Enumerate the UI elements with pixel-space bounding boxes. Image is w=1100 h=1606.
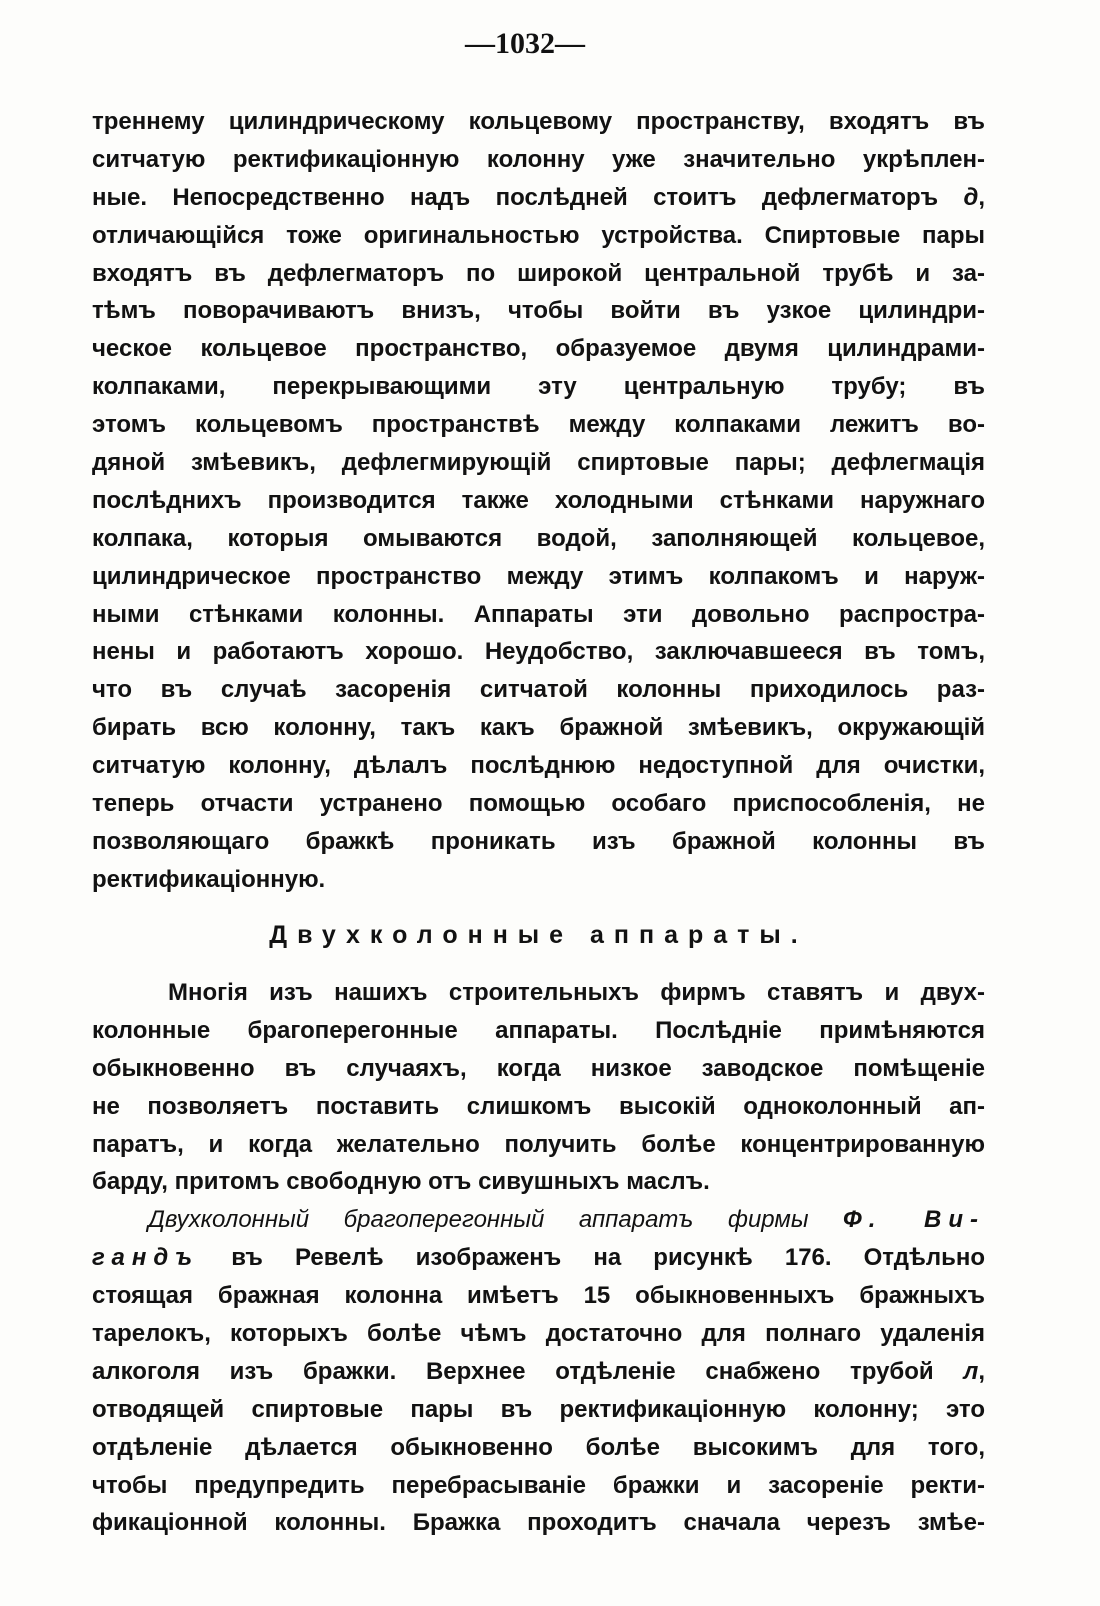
text-line: колонные брагоперегонные аппараты. Послѣдніе примѣняются — [92, 1016, 985, 1044]
italic-letter: л — [963, 1357, 979, 1385]
text-line: теперь отчасти устранено помощью особаго приспособленія, не — [92, 790, 985, 818]
italic-letter: д — [963, 183, 979, 211]
text-line: ными стѣнками колонны. Аппараты эти довольно распростра- — [92, 600, 985, 628]
section-body — [92, 974, 985, 1542]
text-line: ческое кольцевое пространство, образуемое двумя цилиндрами- — [92, 335, 985, 363]
text-line — [92, 1239, 985, 1277]
text-segment: , — [978, 183, 985, 211]
text-line: дяной змѣевикъ, дефлегмирующій спиртовые пары; дефлегмація — [92, 449, 985, 477]
text-line: отводящей спиртовые пары въ ректификаціонную колонну; это — [92, 1395, 985, 1423]
text-line: позволяющаго бражкѣ проникать изъ бражной колонны въ — [92, 827, 985, 855]
text-segment: въ Ревелѣ изображенъ на рисункѣ 176. Отдѣльно — [199, 1244, 985, 1272]
text-line: колпаками, перекрывающими эту центральную трубу; въ — [92, 373, 985, 401]
text-line: бирать всю колонну, такъ какъ бражной змѣевикъ, окружающій — [92, 714, 985, 742]
text-line — [92, 1353, 985, 1391]
text-line: послѣднихъ производится также холодными стѣнками наружнаго — [92, 486, 985, 514]
text-line: тарелокъ, которыхъ болѣе чѣмъ достаточно для полнаго удаленія — [92, 1320, 985, 1348]
text-segment: ные. Непосредственно надъ послѣдней стоитъ дефлегматоръ — [92, 183, 964, 211]
text-line: треннему цилиндрическому кольцевому пространству, входятъ въ — [92, 108, 985, 135]
text-line: этомъ кольцевомъ пространствѣ между колпаками лежитъ во- — [92, 411, 985, 439]
text-line: отличающійся тоже оригинальностью устройства. Спиртовые пары — [92, 221, 985, 249]
text-line: нены и работаютъ хорошо. Неудобство, заключавшееся въ томъ, — [92, 638, 985, 666]
text-line: паратъ, и когда желательно получить болѣе концентрированную — [92, 1130, 985, 1158]
text-line: фикаціонной колонны. Бражка проходитъ сначала черезъ змѣе- — [92, 1509, 985, 1537]
spaced-firm-name: Ф. Ви- — [843, 1206, 985, 1234]
text-line: стоящая бражная колонна имѣетъ 15 обыкновенныхъ бражныхъ — [92, 1282, 985, 1310]
text-segment: алкоголя изъ бражки. Верхнее отдѣленіе снабжено трубой — [92, 1357, 964, 1385]
section-heading: Двухколонные аппараты. — [269, 921, 808, 949]
italic-title: Двухколонный брагоперегонный аппаратъ фирмы — [148, 1206, 844, 1234]
text-line: обыкновенно въ случаяхъ, когда низкое заводское помѣщеніе — [92, 1054, 985, 1082]
text-line — [92, 179, 985, 217]
text-line: тѣмъ поворачиваютъ внизъ, чтобы войти въ узкое цилиндри- — [92, 297, 985, 325]
text-line: цилиндрическое пространство между этимъ колпакомъ и наруж- — [92, 562, 985, 590]
text-segment: , — [978, 1357, 985, 1385]
text-line: Многія изъ нашихъ строительныхъ фирмъ ставятъ и двух- — [168, 979, 985, 1006]
paragraph — [92, 974, 985, 1201]
text-line: что въ случаѣ засоренія ситчатой колонны приходилось раз- — [92, 676, 985, 704]
text-line: чтобы предупредить перебрасываніе бражки и засореніе ректи- — [92, 1471, 985, 1499]
paragraph-continuation — [92, 103, 985, 899]
spaced-firm-name: гандъ — [92, 1244, 200, 1272]
paragraph — [92, 1201, 985, 1542]
text-line: не позволяетъ поставить слишкомъ высокій одноколонный ап- — [92, 1092, 985, 1120]
text-line: ситчатую колонну, дѣлалъ послѣднюю недоступной для очистки, — [92, 752, 985, 780]
text-line: барду, притомъ свободную отъ сивушныхъ маслъ. — [92, 1168, 710, 1196]
text-line: колпака, которыя омываются водой, заполняющей кольцевое, — [92, 524, 985, 552]
text-line: ректификаціонную. — [92, 865, 326, 893]
page-number: —1032— — [465, 27, 585, 60]
text-line — [92, 1201, 985, 1239]
text-line: ситчатую ректификаціонную колонну уже значительно укрѣплен- — [92, 145, 985, 173]
text-line: входятъ въ дефлегматоръ по широкой центральной трубѣ и за- — [92, 259, 985, 287]
text-line: отдѣленіе дѣлается обыкновенно болѣе высокимъ для того, — [92, 1433, 985, 1461]
